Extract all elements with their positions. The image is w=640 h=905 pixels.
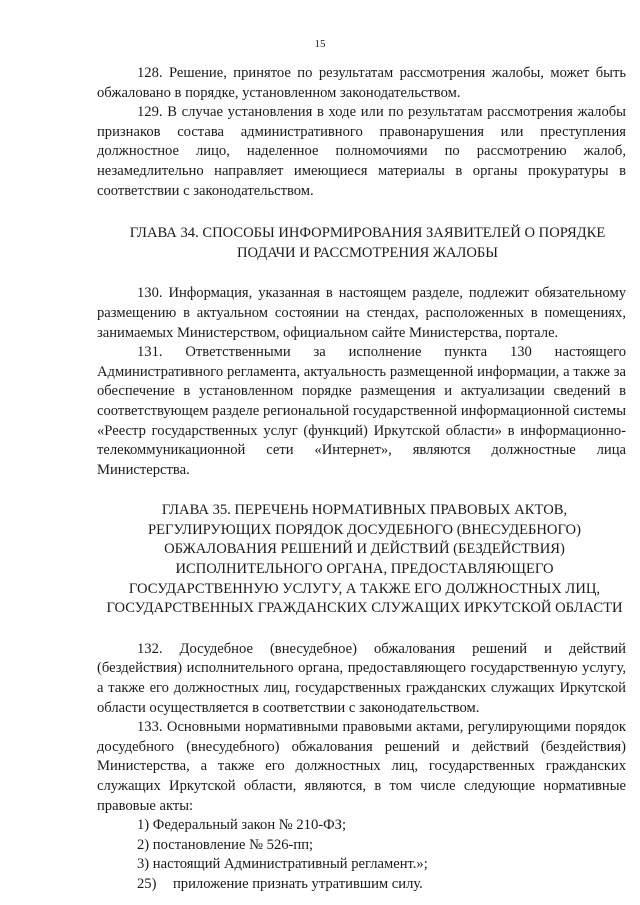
list-item-1: 1) Федеральный закон № 210-ФЗ; (137, 817, 347, 834)
paragraph-132: 132. Досудебное (внесудебное) обжалования решений и действий (бездействия) исполнительного органа, предоставляющего государственную услугу, а также его должностных лиц, государственных гражданских служащих Иркутской области осуществляется в соответствии с законодательством. (97, 640, 626, 716)
paragraph-130: 130. Информация, указанная в настоящем разделе, подлежит обязательному размещению в актуальном состоянии на стендах, расположенных в помещениях, занимаемых Министерством, официальном сайте Министерства, портале. (97, 285, 626, 341)
paragraph-129: 129. В случае установления в ходе или по результатам рассмотрения жалобы признаков состава административного правонарушения или преступления должностное лицо, наделенное полномочиями по рассмотрению жалоб, незамедлительно направляет имеющиеся материалы в органы прокуратуры в соответствии с законодательством. (97, 104, 626, 199)
list-item-3: 3) настоящий Административный регламент.»; (137, 856, 428, 873)
final-item-number: 25) (137, 875, 157, 892)
paragraph-131: 131. Ответственными за исполнение пункта 130 настоящего Административного регламента, актуальность размещенной информации, а также за обеспечение в установленном порядке размещения и актуализации сведений в соответствующем разделе региональной государственной информационной системы «Реестр государственных услуг (функций) Иркутской области» в информационно-телекоммуникационной сети «Интернет», являются должностные лица Министерства. (97, 344, 626, 478)
page-number: 15 (314, 38, 326, 50)
final-item-text: приложение признать утратившим силу. (173, 875, 423, 892)
paragraph-133: 133. Основными нормативными правовыми актами, регулирующими порядок досудебного (внесудебного) обжалования решений и действий (бездействия) Министерства, а также его должностных лиц, государственных гражданских служащих Иркутской области, являются, в том числе следующие нормативные правовые акты: (97, 719, 626, 814)
chapter-34-title: ГЛАВА 34. СПОСОБЫ ИНФОРМИРОВАНИЯ ЗАЯВИТЕЛЕЙ О ПОРЯДКЕ ПОДАЧИ И РАССМОТРЕНИЯ ЖАЛОБЫ (129, 225, 606, 261)
list-item-2: 2) постановление № 526-пп; (137, 836, 314, 853)
paragraph-128: 128. Решение, принятое по результатам рассмотрения жалобы, может быть обжаловано в порядке, установленном законодательством. (97, 65, 626, 101)
chapter-35-title: ГЛАВА 35. ПЕРЕЧЕНЬ НОРМАТИВНЫХ ПРАВОВЫХ АКТОВ, РЕГУЛИРУЮЩИХ ПОРЯДОК ДОСУДЕБНОГО (ВНЕСУДЕБНОГО) ОБЖАЛОВАНИЯ РЕШЕНИЙ И ДЕЙСТВИЙ (БЕЗДЕЙСТВИЯ) ИСПОЛНИТЕЛЬНОГО ОРГАНА, ПРЕДОСТАВЛЯЮЩЕГО ГОСУДАРСТВЕННУЮ УСЛУГУ, А ТАКЖЕ ЕГО ДОЛЖНОСТНЫХ ЛИЦ, ГОСУДАРСТВЕННЫХ ГРАЖДАНСКИХ СЛУЖАЩИХ ИРКУТСКОЙ ОБЛАСТИ (106, 502, 623, 617)
document-body (97, 64, 626, 895)
final-item (97, 875, 626, 895)
